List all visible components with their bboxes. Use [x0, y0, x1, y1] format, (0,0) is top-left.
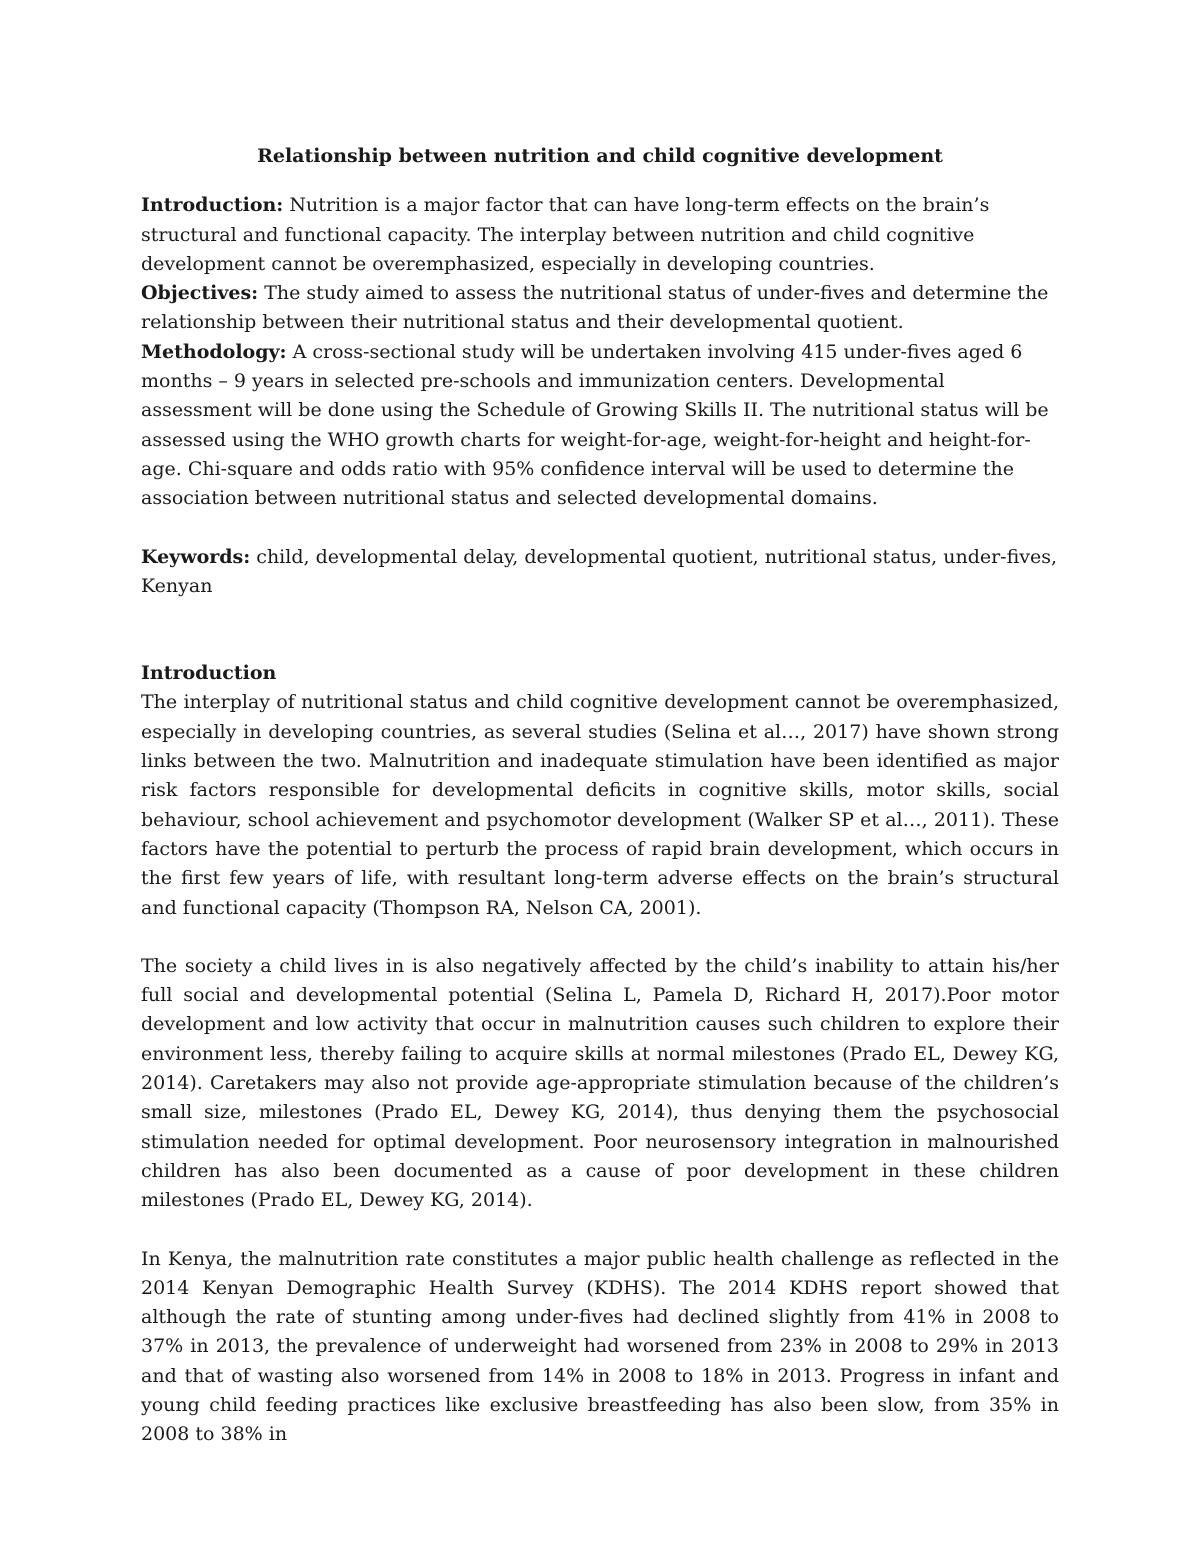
- introduction-paragraph-3: In Kenya, the malnutrition rate constitutes a major public health challenge as reflected in the 2014 Kenyan Demographic Health Survey (KDHS). The 2014 KDHS report showed that although the rate of stunting among under-fives had declined slightly from 41% in 2008 to 37% in 2013, the prevalence of underweight had worsened from 23% in 2008 to 29% in 2013 and that of wasting also worsened from 14% in 2008 to 18% in 2013. Progress in infant and young child feeding practices like exclusive breastfeeding has also been slow, from 35% in 2008 to 38% in: [141, 1247, 1059, 1446]
- document-page: [141, 142, 1059, 1450]
- keywords-text: child, developmental delay, developmental quotient, nutritional status, under-fives, Kenyan: [141, 545, 1058, 597]
- document-title: Relationship between nutrition and child cognitive development: [257, 145, 943, 167]
- abstract-objectives: [141, 279, 1059, 338]
- abstract-methodology-text: A cross-sectional study will be undertaken involving 415 under-fives aged 6 months – 9 years in selected pre-schools and immunization centers. Developmental assessment will be done using the Schedule of Growing Skills II. The nutritional status will be assessed using the WHO growth charts for weight-for-age, weight-for-height and height-for-age. Chi-square and odds ratio with 95% confidence interval will be used to determine the association between nutritional status and selected developmental domains.: [141, 340, 1049, 510]
- introduction-paragraph-1: The interplay of nutritional status and child cognitive development cannot be overemphasized, especially in developing countries, as several studies (Selina et al…, 2017) have shown strong links between the two. Malnutrition and inadequate stimulation have been identified as major risk factors responsible for developmental deficits in cognitive skills, motor skills, social behaviour, school achievement and psychomotor development (Walker SP et al…, 2011). These factors have the potential to perturb the process of rapid brain development, which occurs in the first few years of life, with resultant long-term adverse effects on the brain’s structural and functional capacity (Thompson RA, Nelson CA, 2001).: [141, 691, 1059, 919]
- spacer: [141, 514, 1059, 543]
- abstract-introduction: [141, 191, 1059, 279]
- keywords: [141, 543, 1059, 602]
- abstract-methodology-label: Methodology:: [141, 340, 287, 363]
- abstract-objectives-text: The study aimed to assess the nutritional status of under-fives and determine the relationship between their nutritional status and their developmental quotient.: [141, 282, 1049, 334]
- abstract-introduction-label: Introduction:: [141, 194, 284, 217]
- abstract-introduction-text: Nutrition is a major factor that can have long-term effects on the brain’s structural and functional capacity. The interplay between nutrition and child cognitive development cannot be overemphasized, especially in developing countries.: [141, 194, 990, 275]
- keywords-label: Keywords:: [141, 545, 251, 568]
- introduction-paragraph-2: The society a child lives in is also negatively affected by the child’s inability to attain his/her full social and developmental potential (Selina L, Pamela D, Richard H, 2017).Poor motor development and low activity that occur in malnutrition causes such children to explore their environment less, thereby failing to acquire skills at normal milestones (Prado EL, Dewey KG, 2014). Caretakers may also not provide age-appropriate stimulation because of the children’s small size, milestones (Prado EL, Dewey KG, 2014), thus denying them the psychosocial stimulation needed for optimal development. Poor neurosensory integration in malnourished children has also been documented as a cause of poor development in these children milestones (Prado EL, Dewey KG, 2014).: [141, 954, 1059, 1212]
- spacer: [141, 1216, 1059, 1245]
- spacer: [141, 923, 1059, 952]
- abstract-objectives-label: Objectives:: [141, 282, 259, 305]
- spacer: [141, 601, 1059, 659]
- abstract-methodology: [141, 338, 1059, 514]
- abstract: [141, 191, 1059, 513]
- introduction-heading: Introduction: [141, 662, 277, 685]
